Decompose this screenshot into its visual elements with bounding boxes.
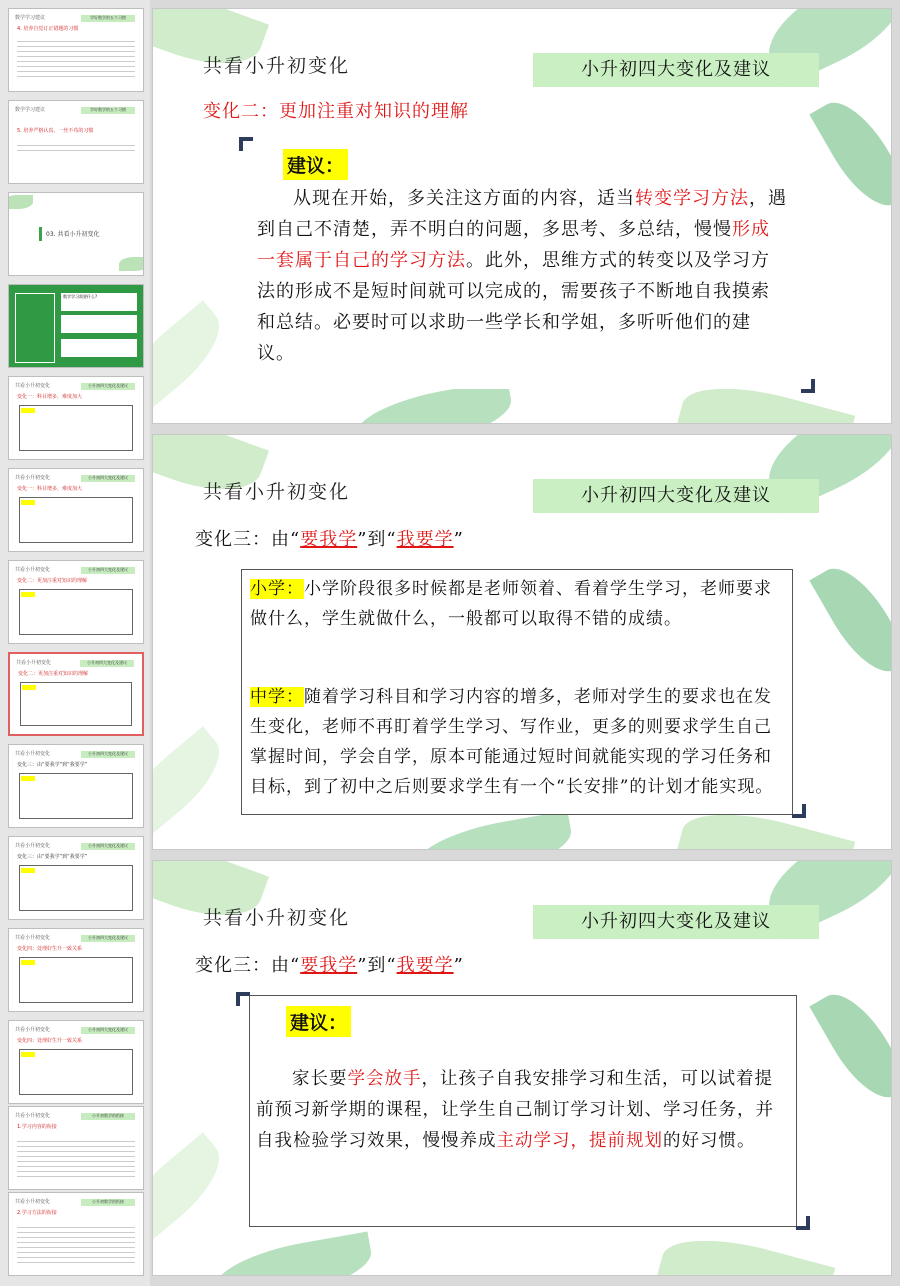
suggestion-box [249, 995, 797, 1227]
thumb-title: 共看小升初变化 [15, 383, 51, 389]
slide-thumbnail-12[interactable] [8, 1020, 144, 1104]
comparison-box [241, 569, 793, 815]
thumb-badge: 数学学习需要什么? [61, 293, 137, 311]
emphasis-text: 形成一套属于自己的学习方法 [257, 219, 770, 271]
thumb-heading: 变化四：处理好生升一致关系 [17, 1038, 83, 1044]
thumb-badge: 小升初四大变化及建议 [81, 751, 135, 758]
thumb-title: 共看小升初变化 [16, 660, 52, 666]
leaf-decoration [8, 195, 33, 209]
slide-thumbnail-1[interactable] [8, 8, 144, 92]
slide-thumbnail-8-selected[interactable] [8, 652, 144, 736]
emphasis-text: 要我学 [300, 955, 358, 976]
leaf-decoration [657, 1224, 835, 1276]
leaf-decoration [809, 90, 892, 219]
thumb-text-lines [17, 37, 135, 81]
thumb-highlight [21, 408, 35, 413]
slide-thumbnail-3[interactable] [8, 192, 144, 276]
corner-bracket [236, 992, 250, 1006]
slide-thumbnail-panel[interactable] [0, 0, 150, 1286]
slide-thumbnail-10[interactable] [8, 836, 144, 920]
emphasis-text: 要我学 [300, 529, 358, 550]
thumb-box [20, 682, 132, 726]
slide-change-three-comparison[interactable] [152, 434, 892, 850]
thumb-heading: 变化四：处理好生升一致关系 [17, 946, 83, 952]
thumb-badge: 小升初四大变化及建议 [81, 843, 135, 850]
thumb-badge: 学好数学的五个习惯 [81, 15, 135, 22]
thumb-panel [15, 293, 55, 363]
thumb-badge: 小升初四大变化及建议 [81, 567, 135, 574]
slide-thumbnail-5[interactable] [8, 376, 144, 460]
slide-thumbnail-9[interactable] [8, 744, 144, 828]
thumb-text-lines [17, 1223, 135, 1267]
leaf-decoration [152, 1132, 235, 1247]
suggestion-box [253, 141, 801, 389]
thumb-box [61, 339, 137, 357]
section-badge: 小升初四大变化及建议 [533, 479, 819, 513]
leaf-decoration [809, 982, 892, 1111]
emphasis-text: 我要学 [396, 529, 454, 550]
thumb-heading: 变化三：由“要我学”到“我要学” [17, 854, 88, 860]
slide-change-two[interactable] [152, 8, 892, 424]
suggestion-label: 建议： [286, 1006, 351, 1037]
thumb-highlight [21, 1052, 35, 1057]
thumb-badge: 小升初数学的衔接 [81, 1113, 135, 1120]
thumb-highlight [22, 685, 36, 690]
thumb-title: 共看小升初变化 [15, 475, 51, 481]
thumb-heading: 变化一：科目增多，难度加大 [17, 486, 83, 492]
thumb-badge: 学好数学的五个习惯 [81, 107, 135, 114]
primary-school-text: 小学：小学阶段很多时候都是老师领着、看着学生学习，老师要求做什么，学生就做什么，一般都可以取得不错的成绩。 [250, 579, 772, 629]
thumb-heading: 2.学习方法的衔接 [17, 1210, 57, 1216]
thumb-badge: 小升初四大变化及建议 [81, 383, 135, 390]
slide-thumbnail-13[interactable] [8, 1106, 144, 1190]
emphasis-text: 我要学 [396, 955, 454, 976]
emphasis-text: 转变学习方法 [635, 188, 749, 209]
leaf-decoration [809, 556, 892, 685]
thumb-box [19, 957, 133, 1003]
thumb-highlight [21, 500, 35, 505]
thumb-highlight [21, 868, 35, 873]
suggestion-text: 家长要学会放手，让孩子自我安排学习和生活，可以试着提前预习新学期的课程，让学生自己制订学习计划、学习任务，并自我检验学习效果，慢慢养成主动学习，提前规划的好习惯。 [256, 1069, 774, 1151]
thumb-title: 共看小升初变化 [15, 1199, 51, 1205]
thumb-title: 共看小升初变化 [15, 843, 51, 849]
thumb-box [19, 1049, 133, 1095]
corner-bracket [239, 137, 253, 151]
thumb-highlight [21, 776, 35, 781]
suggestion-label: 建议： [283, 149, 348, 180]
thumb-text-lines [17, 141, 135, 151]
change-heading: 变化三：由“要我学”到“我要学” [195, 955, 464, 976]
thumb-heading: 4. 培养自觉订正错题的习惯 [17, 26, 79, 32]
thumb-title: 共看小升初变化 [15, 567, 51, 573]
leaf-decoration [152, 726, 235, 841]
thumb-highlight [21, 960, 35, 965]
thumb-title: 共看小升初变化 [15, 1027, 51, 1033]
slide-change-three-suggestion[interactable] [152, 860, 892, 1276]
thumb-title: 共看小升初变化 [15, 1113, 51, 1119]
thumb-box [19, 497, 133, 543]
thumb-badge: 小升初四大变化及建议 [81, 935, 135, 942]
thumb-box [19, 865, 133, 911]
thumb-title: 共看小升初变化 [15, 751, 51, 757]
thumb-badge: 小升初四大变化及建议 [80, 660, 134, 667]
leaf-decoration [410, 810, 576, 850]
primary-school-label: 小学： [250, 579, 304, 599]
slide-thumbnail-14[interactable] [8, 1192, 144, 1276]
thumb-badge: 小升初四大变化及建议 [81, 475, 135, 482]
thumb-box [61, 315, 137, 333]
thumb-heading: 变化二：更加注重对知识的理解 [17, 578, 88, 584]
thumb-heading: 5. 培养严格认真、一丝不苟的习惯 [17, 128, 94, 134]
section-badge: 小升初四大变化及建议 [533, 905, 819, 939]
thumb-heading: 变化一：科目增多，难度加大 [17, 394, 83, 400]
thumb-badge: 小升初数学的衔接 [81, 1199, 135, 1206]
change-heading: 变化三：由“要我学”到“我要学” [195, 529, 464, 550]
thumb-title: 数学学习建议 [15, 15, 46, 21]
slide-thumbnail-7[interactable] [8, 560, 144, 644]
leaf-decoration [119, 257, 144, 271]
thumb-highlight [21, 592, 35, 597]
thumb-box [19, 405, 133, 451]
leaf-decoration [152, 300, 235, 415]
corner-bracket [801, 379, 815, 393]
emphasis-text: 主动学习，提前规划 [496, 1131, 663, 1151]
suggestion-text: 从现在开始，多关注这方面的内容，适当转变学习方法，遇到自己不清楚，弄不明白的问题，多思考、多总结，慢慢形成一套属于自己的学习方法。此外，思维方式的转变以及学习方法的形成不是短时间就可以完成的，需要孩子不断地自我摸索和总结。必要时可以求助一些学长和学姐，多听听他们的建议。 [257, 188, 787, 364]
thumb-section-title: 03. 共看小升初变化 [39, 227, 119, 241]
slide-thumbnail-6[interactable] [8, 468, 144, 552]
thumb-box [19, 773, 133, 819]
change-heading: 变化二：更加注重对知识的理解 [203, 101, 469, 122]
slide-thumbnail-2[interactable] [8, 100, 144, 184]
thumb-heading: 变化二：更加注重对知识的理解 [18, 671, 89, 677]
leaf-decoration [210, 1231, 376, 1276]
thumb-text-lines [17, 1137, 135, 1181]
thumb-heading: 变化三：由“要我学”到“我要学” [17, 762, 88, 768]
thumb-box [19, 589, 133, 635]
thumb-title: 共看小升初变化 [15, 935, 51, 941]
slide-thumbnail-4[interactable] [8, 284, 144, 368]
corner-bracket [796, 1216, 810, 1230]
middle-school-label: 中学： [250, 687, 304, 707]
middle-school-text: 中学：随着学习科目和学习内容的增多，老师对学生的要求也在发生变化，老师不再盯着学生学习、写作业，更多的则要求学生自己掌握时间，学会自学，原本可能通过短时间就能实现的学习任务和目标，到了初中之后则要求学生有一个“长安排”的计划才能实现。 [250, 687, 774, 797]
section-badge: 小升初四大变化及建议 [533, 53, 819, 87]
thumb-badge: 小升初四大变化及建议 [81, 1027, 135, 1034]
slide-thumbnail-11[interactable] [8, 928, 144, 1012]
thumb-heading: 1.学习内容的衔接 [17, 1124, 57, 1130]
corner-bracket [792, 804, 806, 818]
thumb-title: 数学学习建议 [15, 107, 46, 113]
emphasis-text: 学会放手 [347, 1069, 422, 1089]
slide-title: 共看小升初变化 [203, 55, 351, 77]
slide-title: 共看小升初变化 [203, 907, 351, 929]
slide-title: 共看小升初变化 [203, 481, 351, 503]
